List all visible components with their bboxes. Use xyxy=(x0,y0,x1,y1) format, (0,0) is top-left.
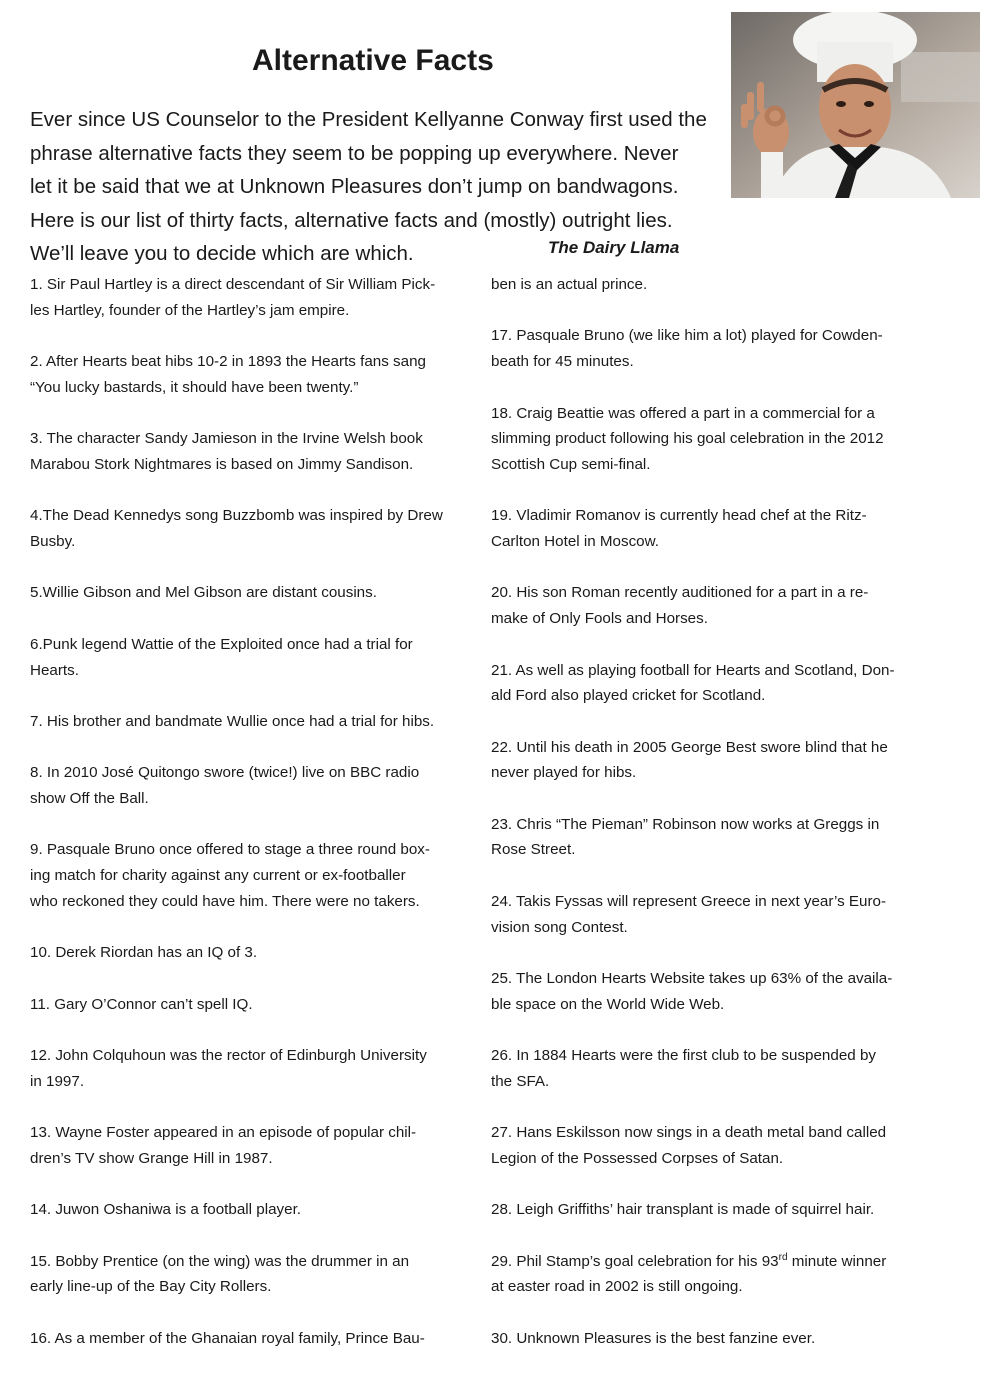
intro-line: phrase alternative facts they seem to be popping up everywhere. Never xyxy=(30,141,679,165)
fact-line: 27. Hans Eskilsson now sings in a death metal band called xyxy=(491,1124,887,1142)
chef-photo-icon xyxy=(731,12,980,198)
fact-line: 14. Juwon Oshaniwa is a football player. xyxy=(30,1201,302,1219)
intro-line: let it be said that we at Unknown Pleasures don’t jump on bandwagons. xyxy=(30,175,679,198)
fact-item xyxy=(491,966,892,1017)
fact-item xyxy=(491,1249,886,1300)
fact-item xyxy=(491,658,895,709)
fact-line: 25. The London Hearts Website takes up 63% of the availa- xyxy=(491,969,893,987)
fact-line: Busby. xyxy=(30,533,76,550)
fact-line: 10. Derek Riordan has an IQ of 3. xyxy=(30,944,258,962)
fact-item xyxy=(30,426,423,477)
fact-line: 5.Willie Gibson and Mel Gibson are distant cousins. xyxy=(30,584,377,602)
fact-item xyxy=(30,837,430,914)
fact-item xyxy=(491,272,647,298)
intro-line: We’ll leave you to decide which are which. xyxy=(30,242,414,265)
fact-item xyxy=(30,709,434,735)
author-signature: The Dairy Llama xyxy=(548,238,680,257)
fact-line: 13. Wayne Foster appeared in an episode of popular chil- xyxy=(30,1124,417,1142)
fact-line: dren’s TV show Grange Hill in 1987. xyxy=(30,1149,273,1167)
fact-line: show Off the Ball. xyxy=(30,790,149,807)
fact-line: ald Ford also played cricket for Scotland. xyxy=(491,687,766,705)
fact-line: 4.The Dead Kennedys song Buzzbomb was inspired by Drew xyxy=(30,507,443,525)
fact-line: 20. His son Roman recently auditioned for a part in a re- xyxy=(491,584,869,602)
fact-item xyxy=(30,1043,427,1094)
fact-line: 28. Leigh Griffiths’ hair transplant is made of squirrel hair. xyxy=(491,1201,875,1219)
fact-item xyxy=(491,812,879,863)
fact-line: 18. Craig Beattie was offered a part in a commercial for a xyxy=(491,404,875,422)
fact-line: “You lucky bastards, it should have been twenty.” xyxy=(30,378,359,396)
fact-line: Scottish Cup semi-final. xyxy=(491,455,651,473)
fact-line: the SFA. xyxy=(491,1072,550,1090)
fact-line: Marabou Stork Nightmares is based on Jimmy Sandison. xyxy=(30,455,414,473)
fact-line: 24. Takis Fyssas will represent Greece in next year’s Euro- xyxy=(491,892,887,910)
fact-line: 21. As well as playing football for Hearts and Scotland, Don- xyxy=(491,661,895,679)
fact-line: never played for hibs. xyxy=(491,764,637,782)
fact-line: Legion of the Possessed Corpses of Satan. xyxy=(491,1149,784,1167)
fact-item xyxy=(491,323,883,374)
fact-line: 26. In 1884 Hearts were the first club to be suspended by xyxy=(491,1047,876,1064)
fact-line: beath for 45 minutes. xyxy=(491,353,634,371)
fact-line: 19. Vladimir Romanov is currently head chef at the Ritz- xyxy=(491,507,867,525)
intro-line: Here is our list of thirty facts, alternative facts and (mostly) outright lies. xyxy=(30,208,673,232)
fact-line: 9. Pasquale Bruno once offered to stage a three round box- xyxy=(30,841,430,859)
fact-line: ble space on the World Wide Web. xyxy=(491,995,725,1013)
fact-line: 3. The character Sandy Jamieson in the Irvine Welsh book xyxy=(30,430,423,448)
fact-line: 17. Pasquale Bruno (we like him a lot) played for Cowden- xyxy=(491,327,883,345)
fact-item xyxy=(30,503,443,554)
article-title: Alternative Facts xyxy=(252,44,494,77)
fact-line: who reckoned they could have him. There were no takers. xyxy=(30,892,420,910)
fact-line: 30. Unknown Pleasures is the best fanzine ever. xyxy=(491,1329,816,1347)
fact-item xyxy=(30,992,253,1018)
fact-item xyxy=(491,503,867,554)
fact-line: in 1997. xyxy=(30,1072,85,1090)
fact-item xyxy=(30,349,426,400)
fact-line: at easter road in 2002 is still ongoing. xyxy=(491,1278,743,1296)
fact-item xyxy=(491,401,884,478)
fact-item xyxy=(30,1120,416,1171)
fact-line: 8. In 2010 José Quitongo swore (twice!) live on BBC radio xyxy=(30,764,420,782)
fact-line: make of Only Fools and Horses. xyxy=(491,610,708,628)
fact-item xyxy=(491,580,868,631)
fact-line: 22. Until his death in 2005 George Best swore blind that he xyxy=(491,738,888,756)
fact-line: early line-up of the Bay City Rollers. xyxy=(30,1278,272,1296)
fact-line: Hearts. xyxy=(30,661,79,679)
fact-item xyxy=(491,889,886,940)
fact-item xyxy=(491,1043,876,1094)
fact-line: 6.Punk legend Wattie of the Exploited once had a trial for xyxy=(30,635,413,653)
fact-item xyxy=(491,1120,886,1171)
fact-line: 1. Sir Paul Hartley is a direct descendant of Sir William Pick- xyxy=(30,276,436,293)
fact-line: vision song Contest. xyxy=(491,918,628,936)
fact-line: 12. John Colquhoun was the rector of Edinburgh University xyxy=(30,1047,427,1064)
fact-item xyxy=(30,760,419,811)
fact-item xyxy=(30,580,377,606)
fact-line: 2. After Hearts beat hibs 10-2 in 1893 the Hearts fans sang xyxy=(30,353,426,371)
fact-item xyxy=(30,1249,409,1300)
fact-item xyxy=(491,735,888,786)
fact-line: 11. Gary O’Connor can’t spell IQ. xyxy=(30,995,253,1013)
fact-line: 7. His brother and bandmate Wullie once had a trial for hibs. xyxy=(30,712,435,730)
fact-item xyxy=(30,1326,425,1352)
fact-item xyxy=(491,1326,815,1352)
fact-item xyxy=(30,632,413,683)
fact-item xyxy=(30,1197,301,1223)
intro-line: Ever since US Counselor to the President Kellyanne Conway first used the xyxy=(30,108,707,131)
fact-line: 15. Bobby Prentice (on the wing) was the drummer in an xyxy=(30,1252,410,1270)
fact-line: les Hartley, founder of the Hartley’s jam empire. xyxy=(30,301,350,319)
fact-item xyxy=(30,940,257,966)
fact-item xyxy=(30,272,435,323)
fact-line: 23. Chris “The Pieman” Robinson now works at Greggs in xyxy=(491,815,880,833)
fact-line: Carlton Hotel in Moscow. xyxy=(491,533,659,550)
fact-line: ben is an actual prince. xyxy=(491,276,648,293)
fact-line: slimming product following his goal celebration in the 2012 xyxy=(491,430,884,448)
fact-line: Rose Street. xyxy=(491,841,576,859)
fact-line: ing match for charity against any current or ex-footballer xyxy=(30,867,406,885)
fact-line: 16. As a member of the Ghanaian royal family, Prince Bau- xyxy=(30,1329,425,1347)
fact-item xyxy=(491,1197,874,1223)
fact-line: 29. Phil Stamp’s goal celebration for his 93rd minute winner xyxy=(491,1251,887,1270)
